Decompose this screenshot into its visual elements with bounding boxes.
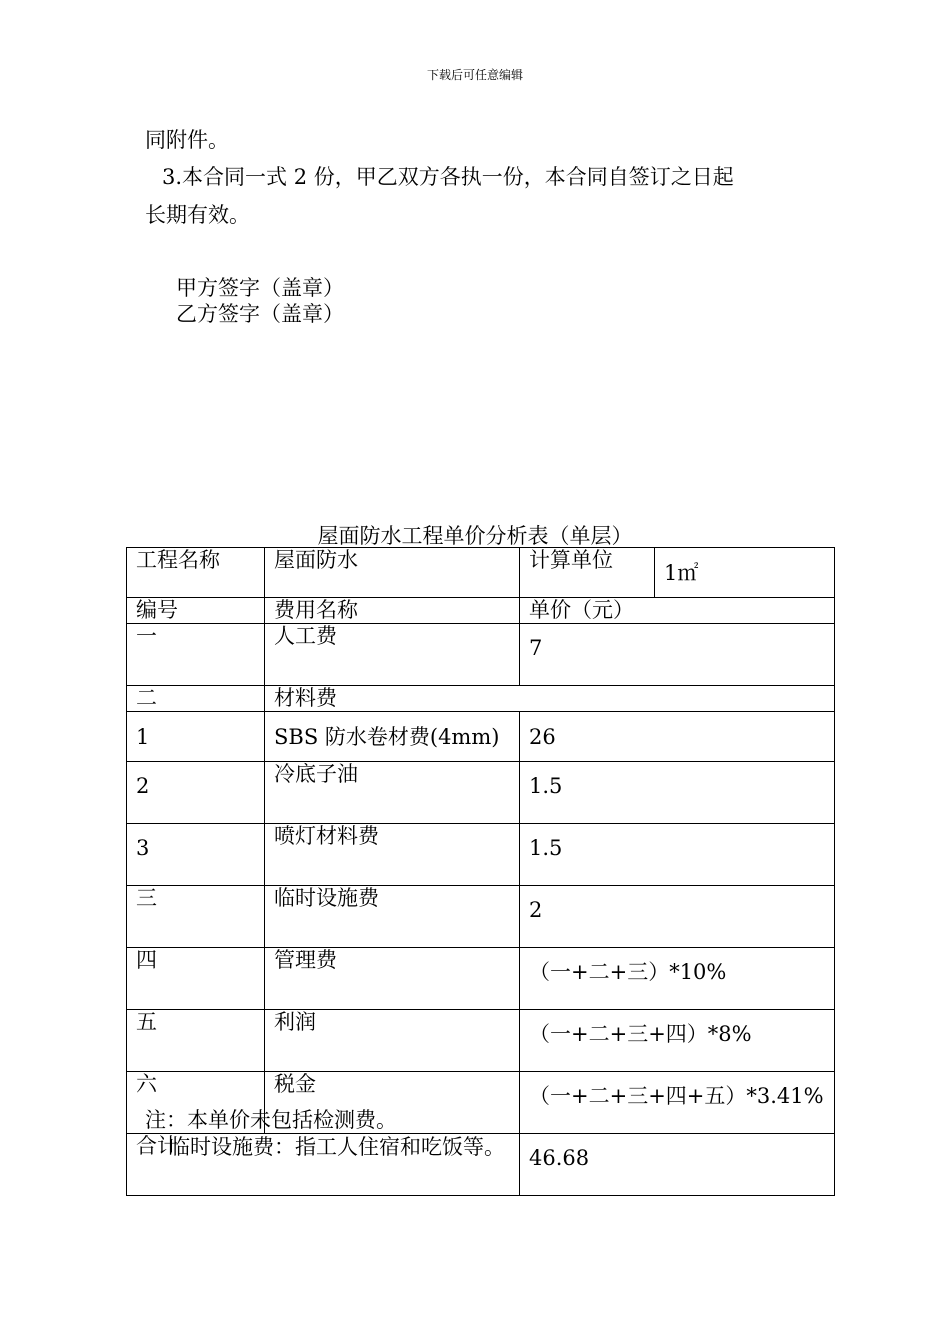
- row-no: 1: [127, 712, 265, 762]
- contract-line-1: 同附件。: [145, 128, 229, 152]
- party-b-signature: 乙方签字（盖章）: [176, 302, 344, 326]
- row-price: 1.5: [520, 824, 835, 886]
- col-header-price: 单价（元）: [520, 598, 835, 624]
- row-name: 税金: [265, 1072, 520, 1134]
- col-header-no: 编号: [127, 598, 265, 624]
- row-price: 1.5: [520, 762, 835, 824]
- table-row: [127, 762, 835, 824]
- row-name: 利润: [265, 1010, 520, 1072]
- row-price: 2: [520, 886, 835, 948]
- row-price: 7: [520, 624, 835, 686]
- row-price: （一+二+三）*10%: [520, 948, 835, 1010]
- row-price: （一+二+三+四）*8%: [520, 1010, 835, 1072]
- note-line-1: 注：本单价未包括检测费。: [145, 1108, 397, 1132]
- row-no: 五: [127, 1010, 265, 1072]
- row-price: 26: [520, 712, 835, 762]
- cost-analysis-table: [126, 547, 835, 1196]
- row-price: （一+二+三+四+五）*3.41%: [520, 1072, 835, 1134]
- party-a-signature: 甲方签字（盖章）: [176, 276, 344, 300]
- row-no: 三: [127, 886, 265, 948]
- total-value: 46.68: [520, 1134, 835, 1196]
- project-name-label: 工程名称: [127, 548, 265, 598]
- row-no: 一: [127, 624, 265, 686]
- contract-line-3: 长期有效。: [145, 203, 250, 227]
- table-header-row: [127, 598, 835, 624]
- project-name-value: 屋面防水: [265, 548, 520, 598]
- row-name: 临时设施费: [265, 886, 520, 948]
- table-row: [127, 1010, 835, 1072]
- contract-line-2: 3.本合同一式 2 份，甲乙双方各执一份，本合同自签订之日起: [162, 165, 734, 189]
- table-row: [127, 624, 835, 686]
- total-label: 合计: [127, 1134, 520, 1196]
- table-title: 屋面防水工程单价分析表（单层）: [317, 524, 633, 548]
- row-no: 六: [127, 1072, 265, 1134]
- table-row: [127, 686, 835, 712]
- table-row: [127, 886, 835, 948]
- row-no: 2: [127, 762, 265, 824]
- table-row: [127, 948, 835, 1010]
- calc-unit-value: 1㎡: [655, 548, 835, 598]
- calc-unit-label: 计算单位: [520, 548, 655, 598]
- note-line-2: 临时设施费：指工人住宿和吃饭等。: [169, 1135, 505, 1159]
- row-no: 四: [127, 948, 265, 1010]
- table-row: [127, 548, 835, 598]
- row-no: 3: [127, 824, 265, 886]
- download-note: 下载后可任意编辑: [426, 68, 523, 82]
- row-name: 材料费: [265, 686, 835, 712]
- row-no: 二: [127, 686, 265, 712]
- table-row: [127, 712, 835, 762]
- row-name: 喷灯材料费: [265, 824, 520, 886]
- col-header-name: 费用名称: [265, 598, 520, 624]
- row-name: 冷底子油: [265, 762, 520, 824]
- row-name: 人工费: [265, 624, 520, 686]
- table-row: [127, 824, 835, 886]
- row-name: SBS 防水卷材费(4mm): [265, 712, 520, 762]
- row-name: 管理费: [265, 948, 520, 1010]
